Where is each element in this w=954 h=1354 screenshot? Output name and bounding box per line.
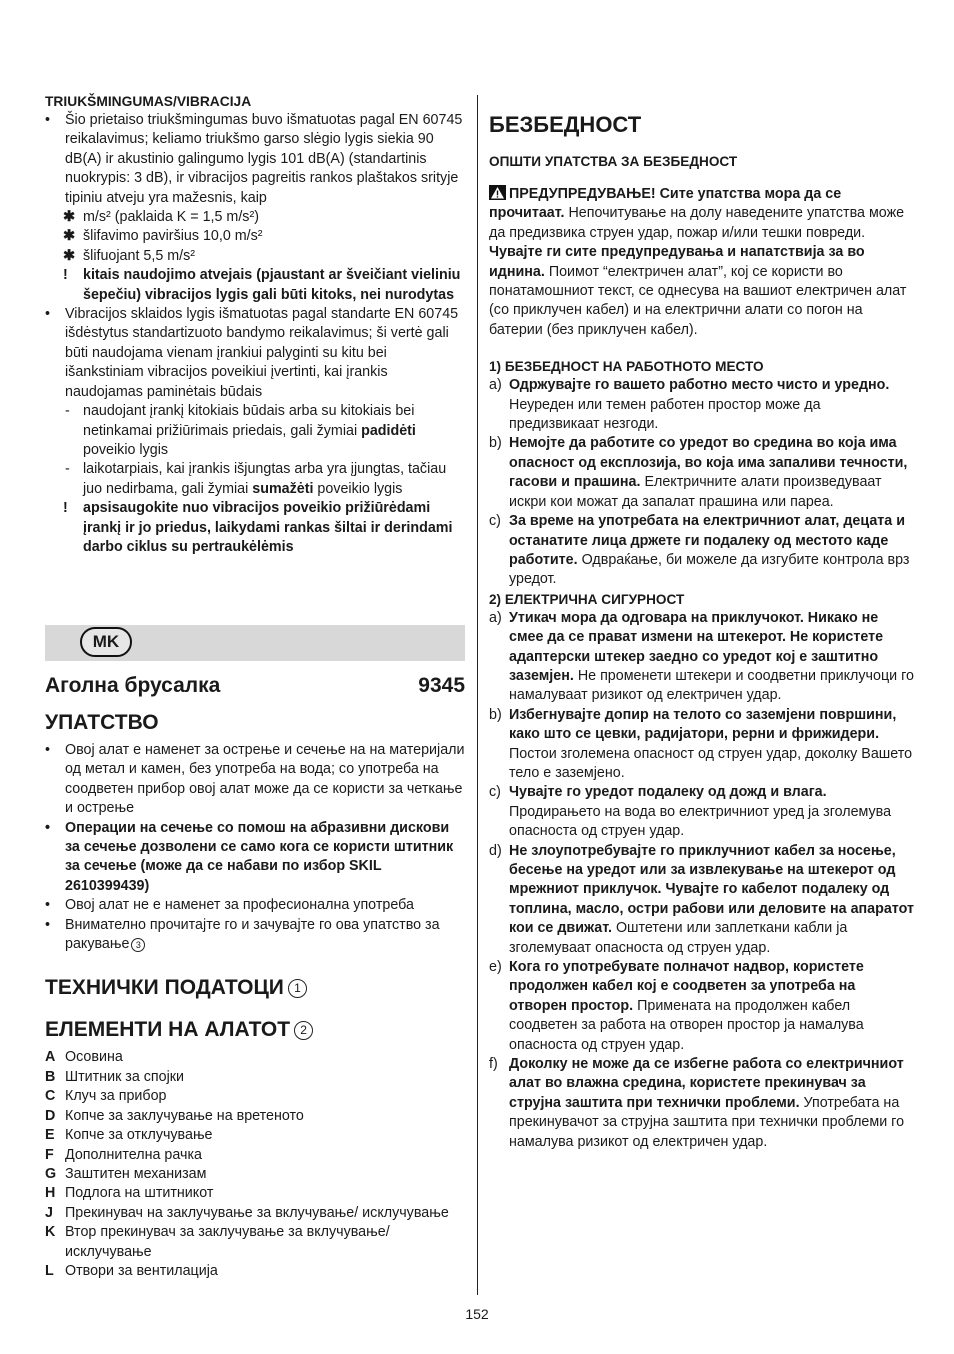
lt-bullet-noise (45, 111, 465, 208)
electrical-item-a (489, 609, 914, 706)
part-item (45, 1165, 465, 1184)
figure-ref-3: 3 (131, 938, 145, 952)
part-label: Прекинувач на заклучување за вклучување/ исклучување (65, 1204, 449, 1221)
part-key: A (45, 1049, 56, 1066)
workplace-item-a (489, 376, 914, 434)
part-key: F (45, 1146, 54, 1163)
lt-dash-2-bold: sumažėti (252, 480, 314, 497)
mk-bullet-4-text: Внимателно прочитајте го и зачувајте го ова упатство за ракување (65, 916, 440, 953)
part-item (45, 1107, 465, 1126)
lt-dash-1 (45, 402, 465, 460)
part-key: L (45, 1262, 54, 1279)
column-divider (477, 95, 478, 1295)
item-text: Постои зголемена опасност од струен удар, доколку Вашето тело е заземјено. (509, 745, 913, 781)
figure-ref-1: 1 (288, 979, 307, 998)
mk-bullet-3-text: Овој алат не е наменет за професионална употреба (65, 897, 414, 914)
lt-exclaim-1-text: kitais naudojimo atvejais (pjaustant ar šveičiant vieliniu šepečiu) vibracijos lygis gali būti kitoks, nei nurodytas (83, 267, 461, 303)
instructions-heading: УПАТСТВО (45, 711, 159, 734)
right-column (489, 112, 914, 1152)
workplace-safety-heading: 1) БЕЗБЕДНОСТ НА РАБОТНОТО МЕСТО (489, 359, 764, 375)
item-marker: b) (489, 435, 502, 452)
item-marker: a) (489, 609, 502, 626)
warning-triangle-icon (489, 185, 506, 200)
part-label: Клуч за прибор (65, 1088, 167, 1105)
part-key: H (45, 1185, 56, 1202)
asterisk-icon: ✱ (63, 228, 75, 245)
item-text: Неуреден или темен работен простор може да предизвикаат незгоди. (509, 396, 821, 433)
warning-bold-2: Чувајте ги сите предупредувања и напатствија за во иднина. (489, 244, 865, 280)
lt-dash-2-text: laikotarpiais, kai įrankis išjungtas arba yra įjungtas, tačiau juo nedirbama, gali žymiai (83, 461, 447, 497)
item-bold: Кога го употребувате полначот надвор, користете продолжен кабел кој е соодветен за употреба на отворен простор. (509, 959, 864, 1014)
page-number: 152 (465, 1306, 489, 1322)
lt-dash-1-text: naudojant įrankį kitokiais būdais arba su kitokiais bei netinkamai prižiūrimais priedais, gali žymiai (83, 403, 415, 439)
part-item (45, 1146, 465, 1165)
workplace-item-b (489, 434, 914, 512)
item-text: Електричните алати произведуваат искри кои можат да запалат прашина или пареа. (509, 474, 882, 510)
workplace-item-c (489, 512, 914, 590)
lt-star-1 (45, 208, 465, 227)
item-bold: Доколку не може да се избегне работа со електричниот алат во влажна средина, користете прекинувач за струјна заштита при технички проблеми. (509, 1056, 904, 1111)
language-badge: MK (80, 627, 132, 657)
bullet-dot: • (45, 897, 51, 914)
part-key: J (45, 1204, 53, 1221)
part-item (45, 1048, 465, 1067)
part-label: Копче за отклучување (65, 1127, 213, 1144)
item-marker: a) (489, 377, 502, 394)
language-bar (45, 625, 465, 661)
warning-text-2: Поимот “електричен алат”, кој се користи во понатамошниот текст, се однесува на вашиот електричен алат (со приклучен кабел) и на електрични алати со погон на батерии (без приклучен кабел). (489, 263, 907, 338)
part-key: K (45, 1224, 56, 1241)
bullet-dot: • (45, 742, 51, 758)
asterisk-icon: ✱ (63, 247, 75, 264)
bullet-dot: • (45, 819, 51, 836)
part-label: Заштитен механизам (65, 1165, 207, 1182)
product-model: 9345 (418, 674, 465, 697)
item-marker: f) (489, 1056, 498, 1073)
exclamation-icon: ! (63, 500, 68, 517)
electrical-item-f (489, 1055, 914, 1152)
lt-bullet-vibration-text: Vibracijos sklaidos lygis išmatuotas pagal standarte EN 60745 išdėstytus standartizuoto bandymo reikalavimus; ši vertė gali būti naudojama vienam įrankiui palyginti su kitu bei išankstiniam vibracijos poveikiui įvertinti, kai įrankis naudojamas paminėtais būdais (65, 306, 459, 400)
part-label: Отвори за вентилација (65, 1262, 218, 1279)
part-label: Дополнителна рачка (65, 1146, 202, 1163)
item-bold: За време на употребата на електричниот алат, децата и останатите лица држете ги подалеку од местото каде работите. (509, 513, 906, 568)
warning-bold-1: ПРЕДУПРЕДУВАЊЕ! Сите упатства мора да се прочитаат. (489, 186, 842, 222)
safety-heading: БЕЗБЕДНОСТ (489, 112, 642, 137)
part-item (45, 1087, 465, 1106)
lt-bullet-noise-text: Šio prietaiso triukšmingumas buvo išmatuotas pagal EN 60745 reikalavimus; keliamo triukšmo garso slėgio lygis siekia 90 dB(A) ir akustinio galingumo lygis 101 dB(A) (standartinis nuokrypis: 3 dB), ir vibracijos pagreitis rankos plaštakos srityje tipiniu atveju yra mažesnis, kaip (65, 112, 463, 206)
warning-paragraph (489, 185, 914, 340)
lt-star-3-text: šlifuojant 5,5 m/s² (83, 247, 196, 264)
part-key: D (45, 1107, 56, 1124)
item-marker: b) (489, 706, 502, 723)
item-bold: Утикач мора да одговара на приклучокот. Никако не смее да се прават измени на штекерот. Не користете адаптерски штекер заедно со уредот кој е заштитно заземјен. (509, 609, 884, 684)
mk-bullet-4 (45, 916, 465, 955)
lt-exclaim-2-text: apsisaugokite nuo vibracijos poveikio prižiūrėdami įrankį ir jo priedus, laikydami rankas šiltai ir derindami darbo ciklus su pertraukėlėmis (83, 500, 453, 555)
item-marker: e) (489, 959, 502, 976)
lt-star-2 (45, 227, 465, 246)
general-safety-heading: ОПШТИ УПАТСТВА ЗА БЕЗБЕДНОСТ (489, 154, 738, 169)
tool-elements-title: ЕЛЕМЕНТИ НА АЛАТОТ (45, 1018, 291, 1042)
product-title: Аголна брусалка (45, 674, 221, 697)
dash-marker: - (65, 461, 70, 478)
item-text: Продирањето на вода во електричниот уред ја зголемува опасноста од струен удар. (509, 803, 892, 840)
item-text: Употребата на прекинувачот за струјна заштита при технички проблеми го намалува ризикот од електричен удар. (509, 1094, 905, 1150)
electrical-item-e (489, 958, 914, 1055)
asterisk-icon: ✱ (63, 209, 75, 226)
lt-exclaim-1 (45, 266, 465, 305)
item-bold: Чувајте го уредот подалеку од дожд и влага. (509, 784, 827, 801)
bullet-dot: • (45, 306, 51, 323)
dash-marker: - (65, 403, 70, 420)
lt-noise-heading: TRIUKŠMINGUMAS/VIBRACIJA (45, 94, 252, 109)
part-key: G (45, 1165, 57, 1182)
mk-bullet-1 (45, 741, 465, 819)
part-label: Штитник за спојки (65, 1068, 185, 1085)
tool-elements-heading (45, 1018, 465, 1042)
item-marker: c) (489, 784, 501, 801)
part-key: B (45, 1068, 56, 1085)
item-text: Оштетени или заплеткани кабли ја зголемуваат опасноста од струен удар. (509, 920, 848, 956)
item-text: Не променети штекери и соодветни приклучоци го намалуваат ризикот од електричен удар. (509, 667, 914, 704)
item-bold: Одржувајте го вашето работно место чисто и уредно. (509, 377, 890, 394)
item-text: Одвраќање, би можеле да изгубите контрола врз уредот. (509, 551, 910, 588)
warning-text-1: Непочитување на долу наведените упатства може да предизвика струен удар, пожар и/или тешки повреди. (489, 205, 905, 241)
lt-star-3 (45, 247, 465, 266)
lt-dash-2-end: poveikio lygis (313, 480, 403, 497)
parts-list (45, 1048, 465, 1281)
part-label: Осовина (65, 1049, 123, 1066)
mk-bullet-2 (45, 819, 465, 897)
part-label: Копче за заклучување на вретеното (65, 1107, 304, 1124)
item-bold: Немојте да работите со уредот во средина во која има опасност од експлозија, во која има запаливи течности, гасови и прашина. (509, 435, 908, 491)
mk-left-content (45, 711, 465, 1281)
lt-exclaim-2 (45, 499, 465, 557)
part-item (45, 1262, 465, 1281)
figure-ref-2: 2 (294, 1021, 313, 1040)
item-text: Примената на продолжен кабел соодветен за работа на отворен простор ја намалува опасноста од струен удар. (509, 997, 864, 1053)
product-title-row (45, 674, 465, 698)
part-label: Втор прекинувач за заклучување за вклучување/ исклучување (65, 1224, 390, 1260)
part-key: E (45, 1127, 55, 1144)
mk-bullet-1-text: Овој алат е наменет за острење и сечење на на материјали од метал и камен, без употреба на вода; со употреба на соодветен прибор овој алат може да се користи за четкање и острење (65, 742, 465, 817)
part-item (45, 1068, 465, 1087)
lt-dash-1-end: poveikio lygis (83, 441, 169, 458)
item-marker: d) (489, 842, 502, 859)
item-bold: Избегнувајте допир на телото со заземјени површини, како што се цевки, радијатори, рерни и фрижидери. (509, 706, 897, 743)
electrical-safety-heading: 2) ЕЛЕКТРИЧНА СИГУРНОСТ (489, 591, 685, 607)
part-item (45, 1126, 465, 1145)
electrical-item-b (489, 706, 914, 784)
left-column (45, 92, 465, 557)
tech-data-title: ТЕХНИЧКИ ПОДАТОЦИ (45, 976, 284, 1000)
bullet-dot: • (45, 112, 51, 128)
part-label: Подлога на штитникот (65, 1185, 214, 1202)
mk-bullet-2-text: Операции на сечење со помош на абразивни дискови за сечење дозволени се само кога се користи штитник за сечење (може да се набави по избор SKIL 2610399439) (65, 819, 454, 894)
lt-bullet-vibration (45, 305, 465, 402)
mk-bullet-3 (45, 896, 465, 915)
exclamation-icon: ! (63, 267, 68, 284)
lt-dash-2 (45, 460, 465, 499)
lt-dash-1-bold: padidėti (361, 422, 416, 439)
lt-star-2-text: šlifavimo paviršius 10,0 m/s² (83, 228, 263, 245)
tech-data-heading (45, 976, 465, 1000)
item-marker: c) (489, 513, 501, 530)
electrical-item-c (489, 783, 914, 841)
lt-star-1-text: m/s² (paklaida K = 1,5 m/s²) (83, 209, 259, 226)
part-key: C (45, 1088, 56, 1105)
item-bold: Не злоупотребувајте го приклучниот кабел за носење, бесење на уредот или за извлекување на штекерот од мрежниот приклучок. Чувајте го кабелот подалеку од топлина, масло, остри рабови или деловите на апаратот кои се движат. (509, 842, 914, 937)
part-item (45, 1223, 465, 1262)
bullet-dot: • (45, 916, 51, 933)
electrical-item-d (489, 842, 914, 958)
part-item (45, 1184, 465, 1203)
part-item (45, 1204, 465, 1223)
